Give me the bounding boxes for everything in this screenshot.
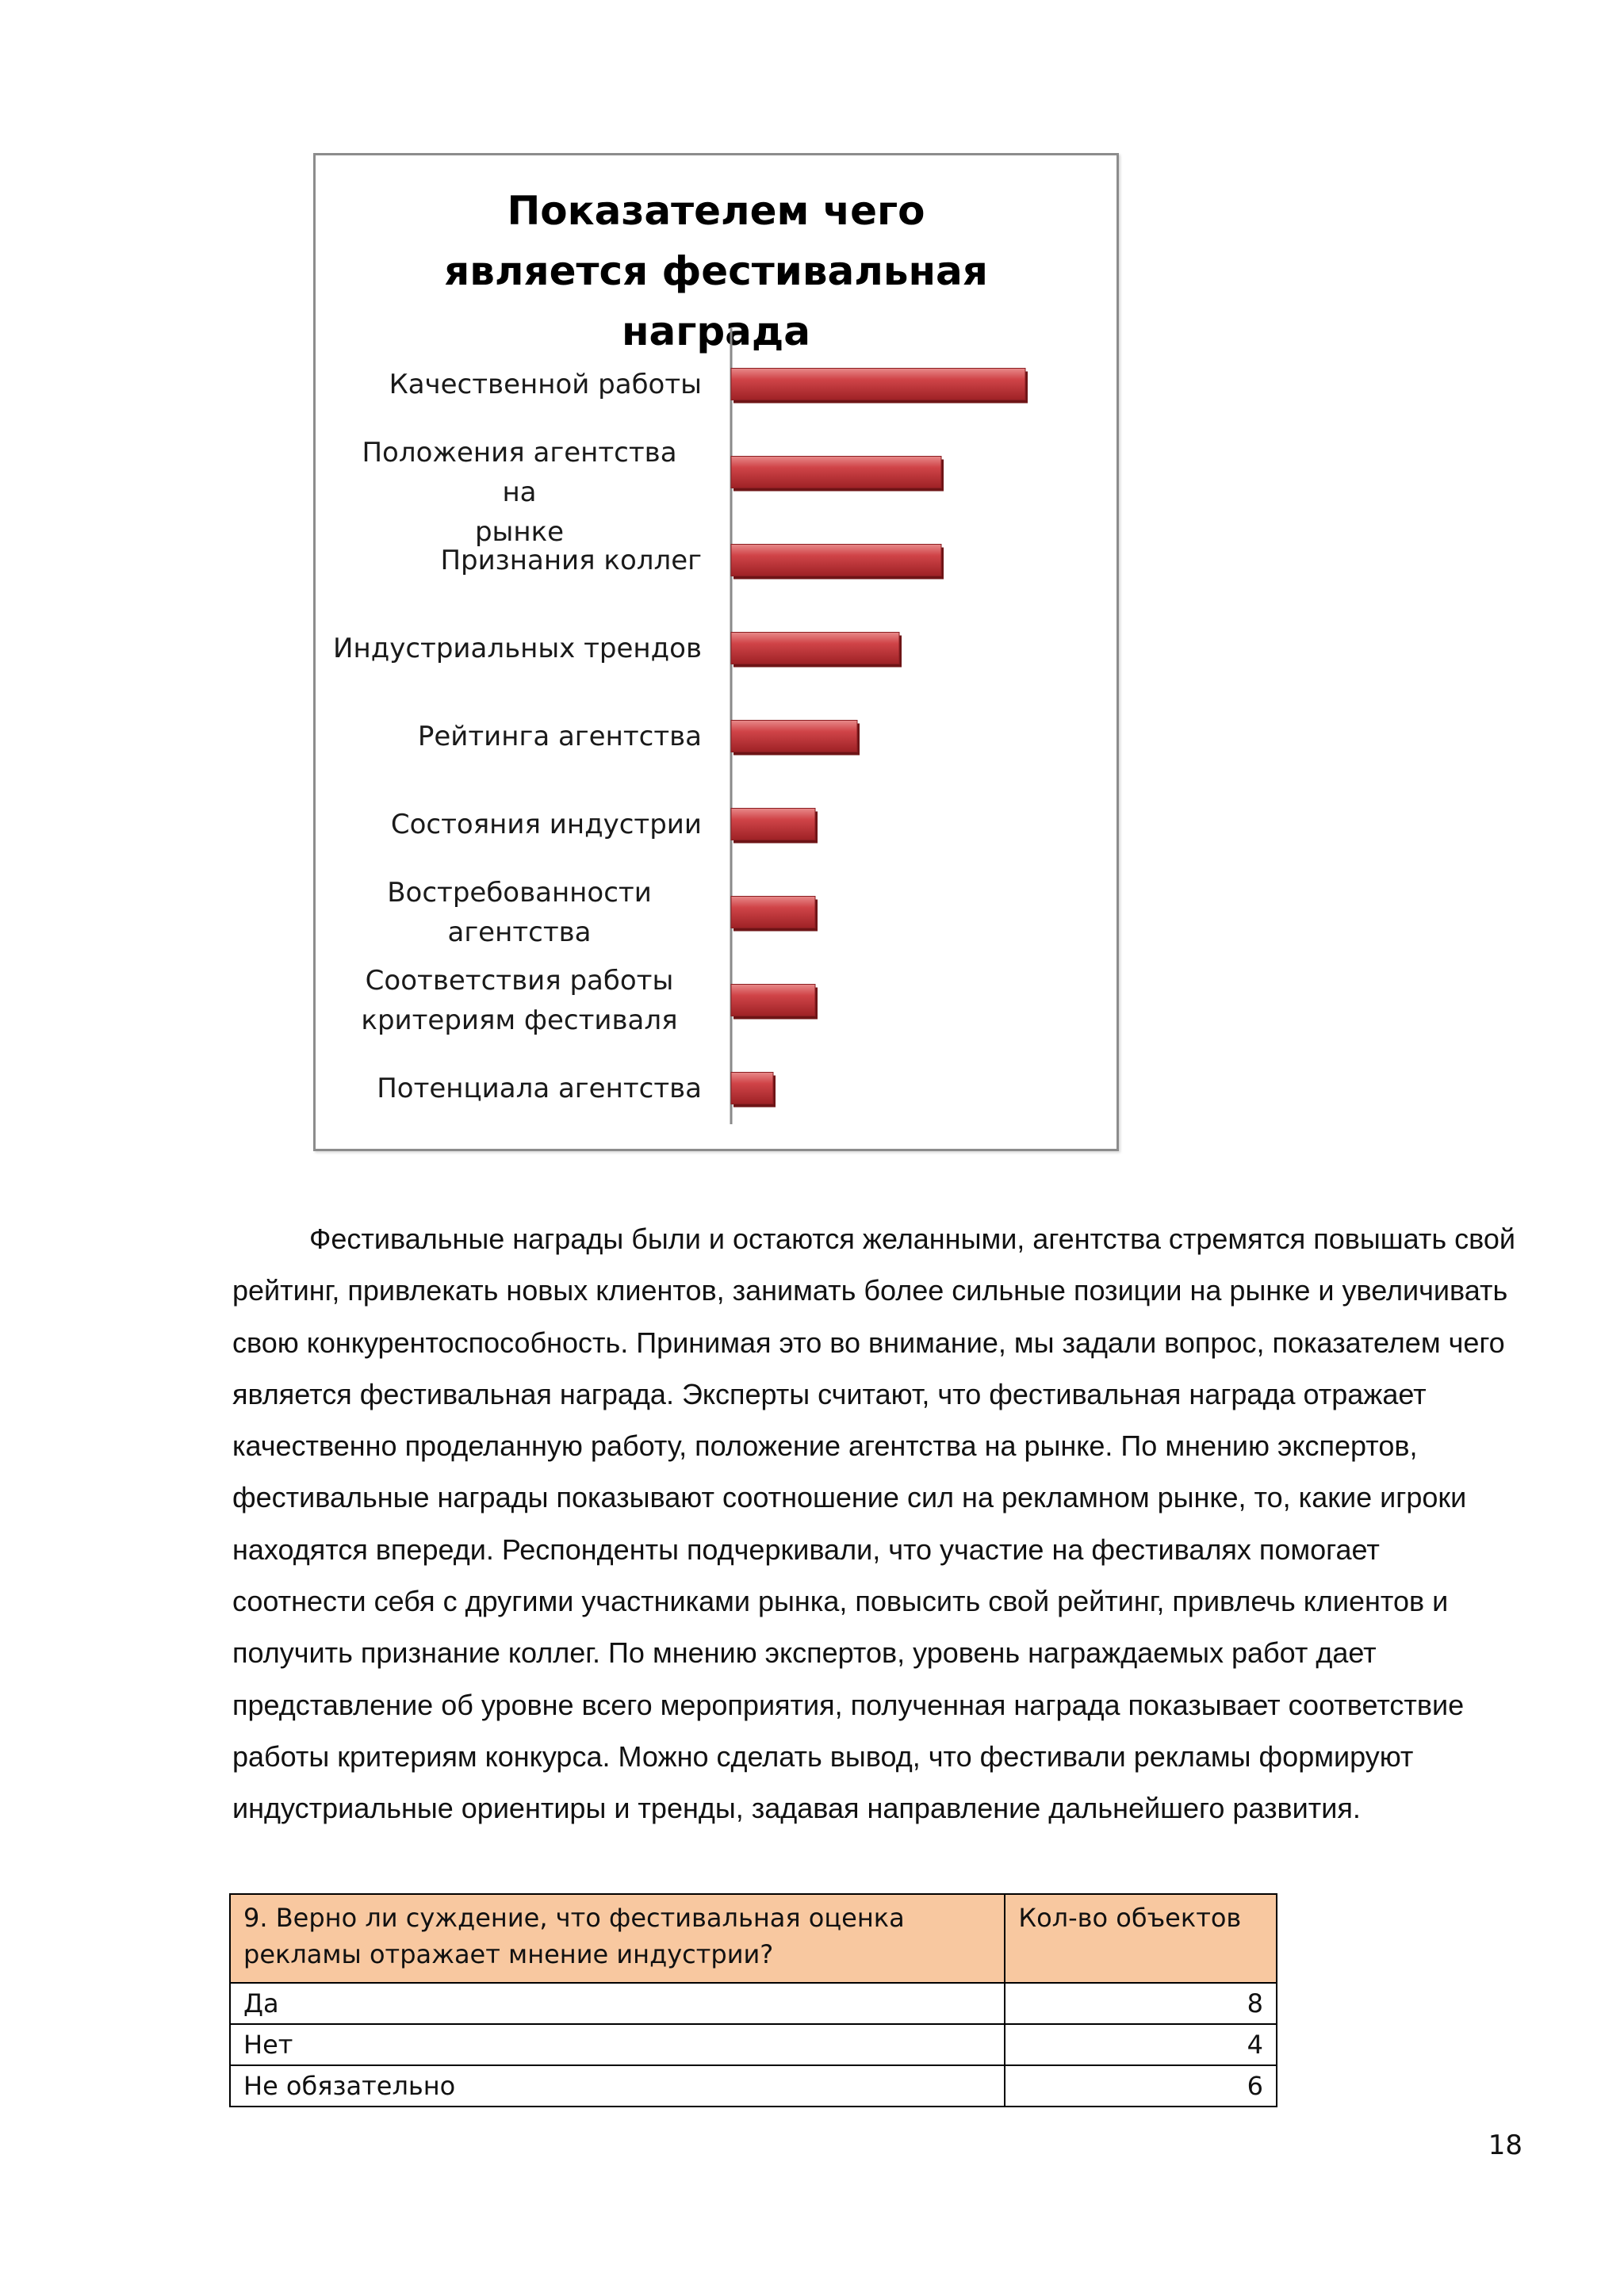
bar-8 [731,985,815,1016]
table-row-label: Не обязательно [230,2065,1005,2107]
survey-table [229,1893,1277,2107]
category-label-line: Положения агентства на [362,436,677,508]
category-label-line: Рейтинга агентства [417,720,702,752]
bar-7 [731,897,815,928]
bar-1 [731,369,1025,400]
body-paragraph: Фестивальные награды были и остаются желанными, агентства стремятся повышать свой рейтинг, привлекать новых клиентов, занимать более сильные позиции на рынке и увеличивать свою конкурентоспособность. Принимая это во внимание, мы задали вопрос, показателем чего является фестивальная награда. Эксперты считают, что фестивальная награда отражает качественно проделанную работу, положение агентства на рынке. По мнению экспертов, фестивальные награды показывают соотношение сил на рекламном рынке, то, какие игроки находятся впереди. Респонденты подчеркивали, что участие на фестивалях помогает соотнести себя с другими участниками рынка, повысить свой рейтинг, привлечь клиентов и получить признание коллег. По мнению экспертов, уровень награждаемых работ дает представление об уровне всего мероприятия, полученная награда показывает соответствие работы критериям конкурса. Можно сделать вывод, что фестивали рекламы формируют индустриальные ориентиры и тренды, задавая направление дальнейшего развития. [232,1223,1515,1825]
category-label-line: Качественной работы [389,368,702,400]
table-row-value: 4 [1005,2024,1277,2065]
bar-9 [731,1073,773,1104]
bar-6 [731,809,815,840]
table-row-value: 6 [1005,2065,1277,2107]
page-number: 18 [1488,2130,1522,2161]
category-label-line: критериям фестиваля [361,1004,678,1036]
bar-3 [731,545,941,576]
category-label-line: Состояния индустрии [390,808,702,840]
table-row [230,2065,1277,2107]
table-header-question: 9. Верно ли суждение, что фестивальная оценка рекламы отражает мнение индустрии? [230,1894,1005,1983]
table-row [230,1983,1277,2024]
table-header-row [230,1894,1277,1983]
category-label-line: агентства [447,916,592,948]
category-label-line: Потенциала агентства [377,1072,702,1104]
bar-5 [731,721,857,752]
bar-2 [731,457,941,488]
table-header-count: Кол-во объектов [1005,1894,1277,1983]
category-label-line: Индустриальных трендов [333,632,702,664]
chart-title: Показателем чего является фестивальная награда [444,188,988,354]
category-label-line: Признания коллег [440,544,702,576]
table-row-label: Нет [230,2024,1005,2065]
chart-plot-area [316,155,1116,1149]
category-label-line: Соответствия работы [365,964,674,997]
table-row-label: Да [230,1983,1005,2024]
table-row [230,2024,1277,2065]
category-label-line: рынке [474,515,565,548]
table-row-value: 8 [1005,1983,1277,2024]
category-label-line: Востребованности [387,876,652,909]
bar-4 [731,633,899,664]
bar-chart [313,153,1119,1151]
